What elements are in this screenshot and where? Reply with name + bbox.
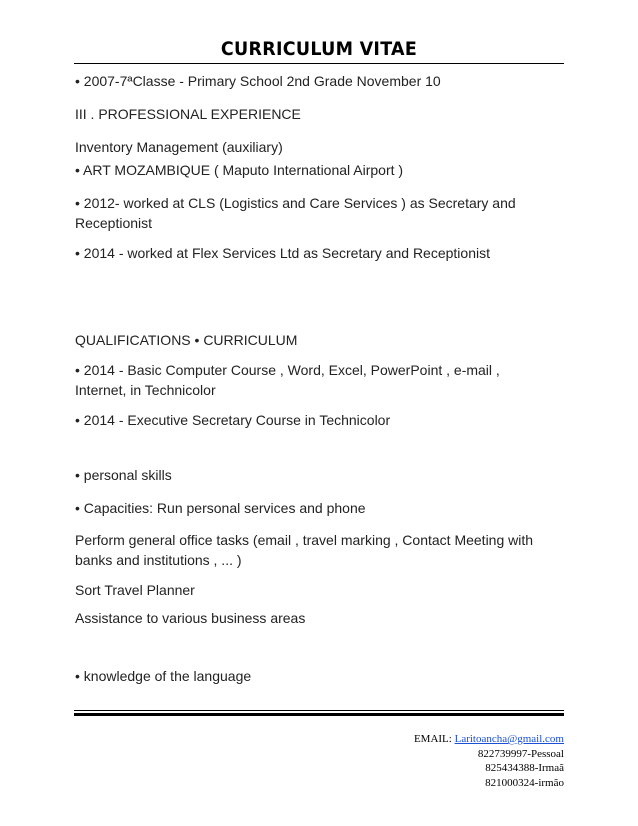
skills-line: • Capacities: Run personal services and phone xyxy=(75,500,366,516)
section-heading-qualifications: QUALIFICATIONS • CURRICULUM xyxy=(75,332,298,348)
document-title: CURRICULUM VITAE xyxy=(220,38,418,60)
qualification-line: • 2014 - Basic Computer Course , Word, Excel, PowerPoint , e-mail , xyxy=(75,362,500,378)
skills-line: Assistance to various business areas xyxy=(75,610,306,626)
section-heading-language: • knowledge of the language xyxy=(75,668,252,684)
qualification-line: • 2014 - Executive Secretary Course in Technicolor xyxy=(75,412,391,428)
experience-line-continued: Receptionist xyxy=(75,215,153,231)
section-heading-personal-skills: • personal skills xyxy=(75,467,172,483)
email-row xyxy=(414,732,564,747)
experience-line: • ART MOZAMBIQUE ( Maputo International Airport ) xyxy=(75,162,404,178)
contact-block xyxy=(414,732,564,790)
email-label: EMAIL: xyxy=(413,733,455,745)
section-heading-professional-experience: III . PROFESSIONAL EXPERIENCE xyxy=(75,106,301,122)
skills-line-continued: banks and institutions , ... ) xyxy=(75,552,242,568)
qualification-line-continued: Internet, in Technicolor xyxy=(75,382,216,398)
phone-brother: 821000324-irmão xyxy=(485,776,564,789)
education-line: • 2007-7ªClasse - Primary School 2nd Grade November 10 xyxy=(75,73,441,89)
footer-divider-thick xyxy=(74,713,564,716)
email-link[interactable]: Laritoancha@gmail.com xyxy=(454,733,564,745)
footer-divider-thin xyxy=(74,710,564,711)
skills-line: Sort Travel Planner xyxy=(75,582,195,598)
experience-line: • 2012- worked at CLS (Logistics and Care Services ) as Secretary and xyxy=(75,195,516,211)
experience-line: • 2014 - worked at Flex Services Ltd as Secretary and Receptionist xyxy=(75,245,490,261)
skills-line: Perform general office tasks (email , travel marking , Contact Meeting with xyxy=(75,532,534,548)
phone-sister: 825434388-Irmaã xyxy=(485,762,564,774)
experience-line: Inventory Management (auxiliary) xyxy=(75,139,283,155)
title-divider xyxy=(74,63,564,64)
phone-personal: 822739997-Pessoal xyxy=(477,747,564,760)
